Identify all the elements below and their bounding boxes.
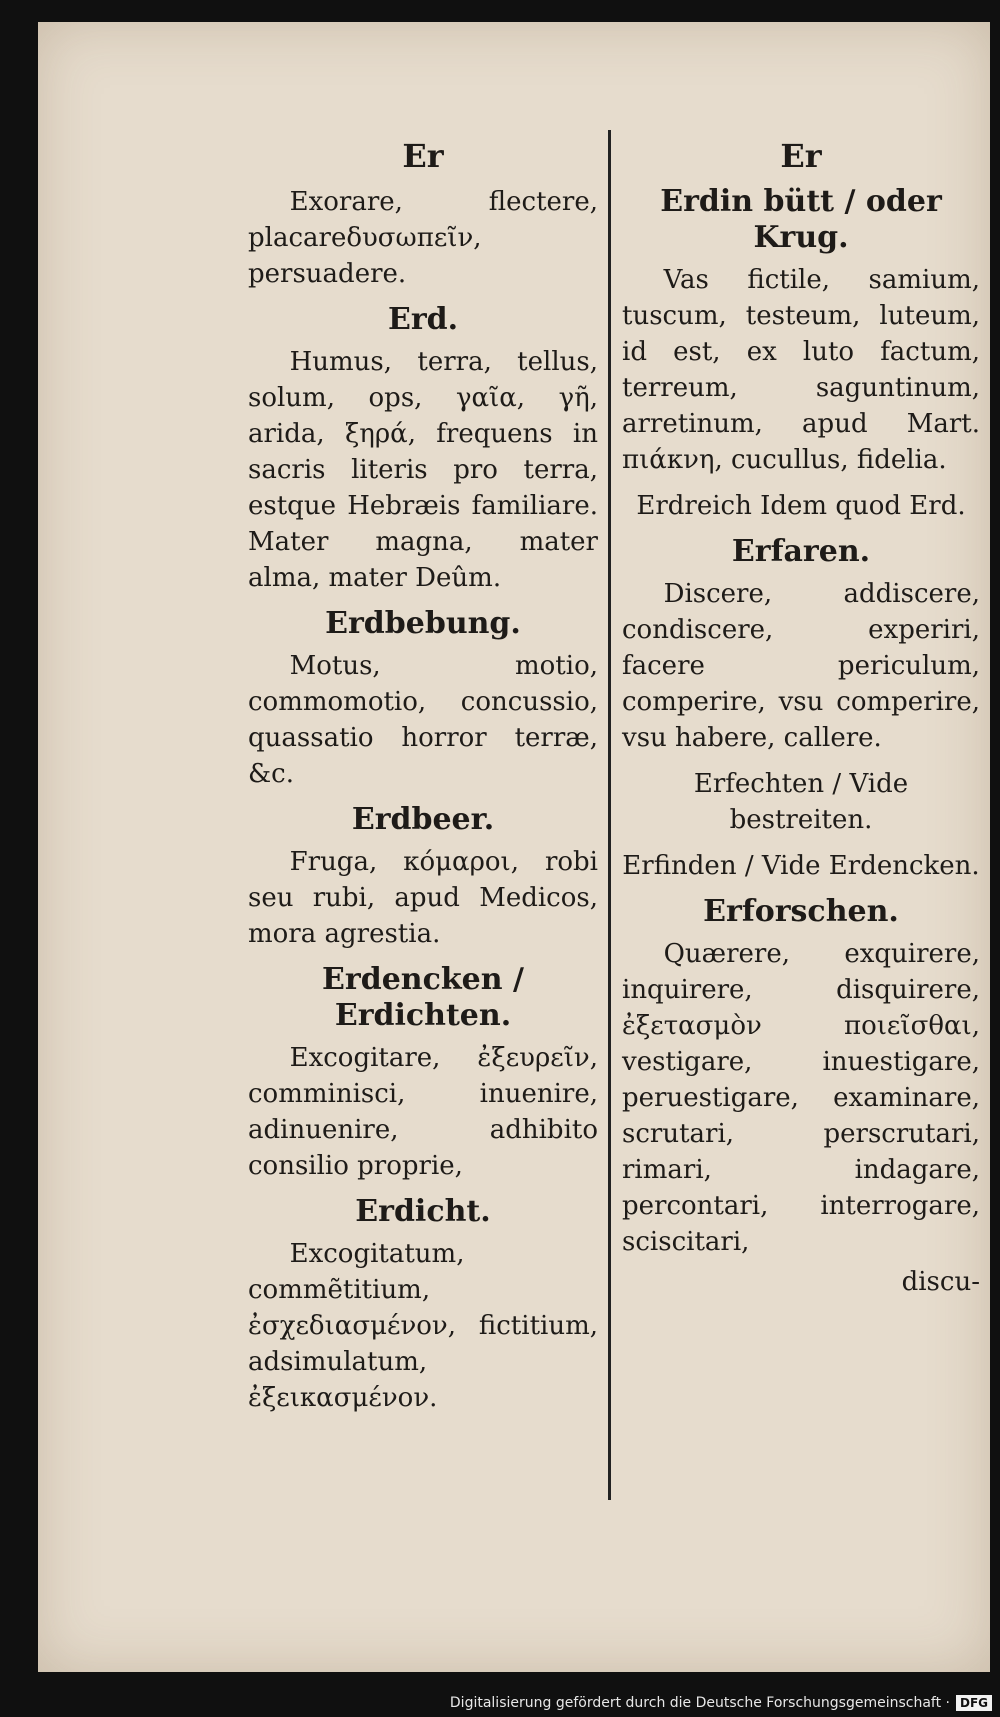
running-head-right: Er <box>780 137 822 175</box>
dfg-logo-badge: DFG <box>956 1695 992 1711</box>
entry-headword: Erdbebung. <box>325 606 521 641</box>
cross-reference-entry: Erdreich Idem quod Erd. <box>636 491 966 521</box>
entry-definition: Excogitatum, commẽtitium, ἐσχεδιασμένον, fictitium, adsimulatum, ἐξεικασμένον. <box>248 1239 598 1413</box>
entry-headword: Erdencken / Erdichten. <box>322 962 524 1033</box>
entry-headword: Erdbeer. <box>351 802 495 837</box>
entry-definition: Vas fictile, samium, tuscum, testeum, luteum, id est, ex luto factum, terreum, saguntinum, arretinum, apud Mart. πιάκνη, cucullus, fidelia. <box>622 265 980 475</box>
right-column <box>622 130 980 1300</box>
column-divider <box>608 130 611 1500</box>
entry-definition: Discere, addiscere, condiscere, experiri, facere periculum, comperire, vsu comperire, vsu habere, callere. <box>622 579 980 753</box>
entry-headword: Erfaren. <box>731 534 871 569</box>
right-entries <box>622 184 980 1300</box>
entry-definition: Excogitare, ἐξευρεῖν, comminisci, inuenire, adinuenire, adhibito consilio proprie, <box>248 1043 598 1181</box>
credit-text: Digitalisierung gefördert durch die Deutsche Forschungsgemeinschaft · <box>449 1695 950 1711</box>
entry-headword: Erd. <box>387 302 459 337</box>
entry-definition: Fruga, κόμαροι, robi seu rubi, apud Medicos, mora agrestia. <box>248 847 598 949</box>
left-column <box>248 130 598 1426</box>
left-entries <box>248 184 598 1416</box>
cross-reference-entry: Erfinden / Vide Erdencken. <box>622 851 980 881</box>
entry-headword: Erdicht. <box>355 1194 491 1229</box>
running-head-left: Er <box>402 137 444 175</box>
entry-headword: Erdin bütt / oder Krug. <box>660 184 942 255</box>
entry-definition: Humus, terra, tellus, solum, ops, γαῖα, γῆ, arida, ξηρά, frequens in sacris literis pro terra, estque Hebræis familiare. Mater magna, mater alma, mater Deûm. <box>248 347 598 593</box>
cross-reference-entry: Erfechten / Vide bestreiten. <box>693 769 909 835</box>
entry-definition: Motus, motio, commomotio, concussio, quassatio horror terræ, &c. <box>248 651 598 789</box>
entry-definition: Exorare, flectere, placareδυσωπεῖν, persuadere. <box>248 187 598 289</box>
digitization-credit <box>450 1695 992 1711</box>
entry-headword: Erforschen. <box>703 894 899 929</box>
entry-definition: Quærere, exquirere, inquirere, disquirere, ἐξετασμὸν ποιεῖσθαι, vestigare, inuestigare, peruestigare, examinare, scrutari, perscrutari, rimari, indagare, percontari, interrogare, sciscitari, <box>622 939 980 1257</box>
catchword: discu- <box>901 1267 980 1297</box>
